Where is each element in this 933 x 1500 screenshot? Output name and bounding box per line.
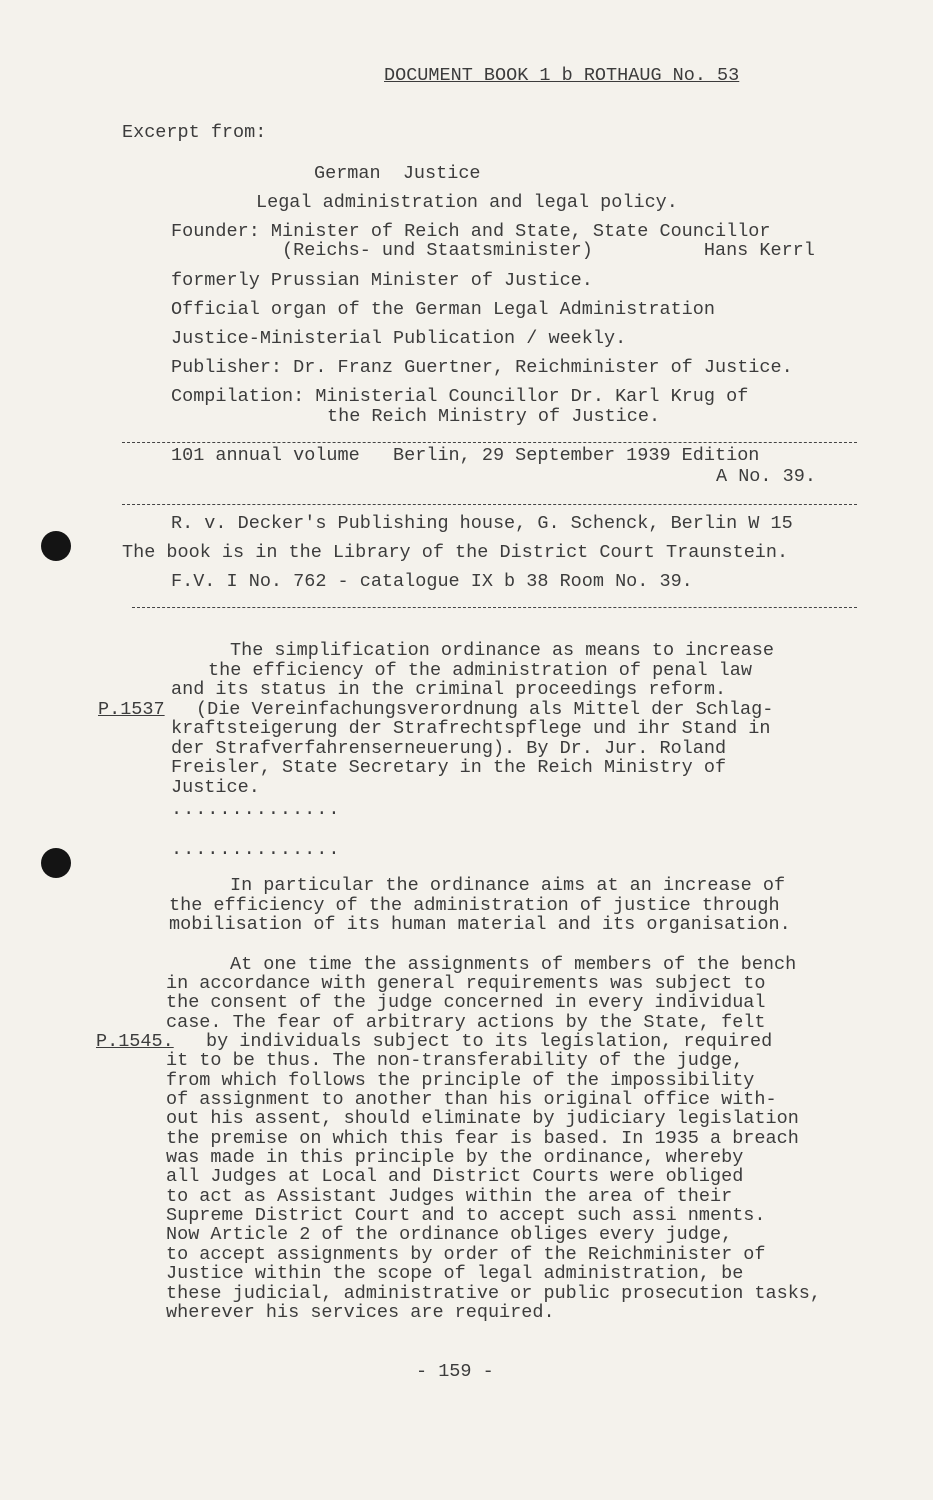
paragraph-line: case. The fear of arbitrary actions by the State, felt bbox=[166, 1012, 766, 1033]
paragraph-line: wherever his services are required. bbox=[166, 1302, 555, 1323]
document-reference: DOCUMENT BOOK 1 b ROTHAUG No. 53 bbox=[384, 65, 740, 86]
edition-number: A No. 39. bbox=[716, 466, 816, 487]
omission-marks: .............. bbox=[171, 799, 341, 820]
article-title-line: Freisler, State Secretary in the Reich Ministry of bbox=[171, 757, 727, 778]
paragraph-line: Supreme District Court and to accept such assi nments. bbox=[166, 1205, 766, 1226]
article-title-line: Justice. bbox=[171, 777, 260, 798]
library-line: F.V. I No. 762 - catalogue IX b 38 Room No. 39. bbox=[171, 571, 693, 592]
paragraph-line: the efficiency of the administration of justice through bbox=[169, 895, 780, 916]
founder-line: Founder: Minister of Reich and State, State Councillor bbox=[171, 221, 771, 242]
excerpt-label: Excerpt from: bbox=[122, 122, 267, 143]
library-line: R. v. Decker's Publishing house, G. Schenck, Berlin W 15 bbox=[171, 513, 793, 534]
publisher-line: Publisher: Dr. Franz Guertner, Reichminister of Justice. bbox=[171, 357, 793, 378]
edition-line: 101 annual volume Berlin, 29 September 1939 Edition bbox=[171, 445, 760, 466]
article-title-line: kraftsteigerung der Strafrechtspflege und ihr Stand in bbox=[171, 718, 771, 739]
paragraph-line: out his assent, should eliminate by judiciary legislation bbox=[166, 1108, 799, 1129]
article-title-line: The simplification ordinance as means to increase bbox=[230, 640, 774, 661]
page-reference: P.1537 bbox=[98, 699, 165, 720]
divider bbox=[132, 607, 857, 608]
paragraph-line: was made in this principle by the ordinance, whereby bbox=[166, 1147, 744, 1168]
founder-line: (Reichs- und Staatsminister) Hans Kerrl bbox=[282, 240, 815, 261]
publication-frequency: Justice-Ministerial Publication / weekly. bbox=[171, 328, 627, 349]
paragraph-line: mobilisation of its human material and its organisation. bbox=[169, 914, 791, 935]
official-organ: Official organ of the German Legal Administration bbox=[171, 299, 715, 320]
article-title-line: (Die Vereinfachungsverordnung als Mittel der Schlag- bbox=[196, 699, 774, 720]
page-number: - 159 - bbox=[416, 1361, 494, 1382]
omission-marks: .............. bbox=[171, 839, 341, 860]
article-title-line: der Strafverfahrenserneuerung). By Dr. Jur. Roland bbox=[171, 738, 727, 759]
paragraph-line: Now Article 2 of the ordinance obliges every judge, bbox=[166, 1224, 733, 1245]
paragraph-line: to act as Assistant Judges within the area of their bbox=[166, 1186, 733, 1207]
article-title-line: and its status in the criminal proceedings reform. bbox=[171, 679, 727, 700]
paragraph-line: from which follows the principle of the impossibility bbox=[166, 1070, 755, 1091]
publication-title: German Justice bbox=[314, 163, 481, 184]
paragraph-line: At one time the assignments of members of the bench bbox=[230, 954, 797, 975]
paragraph-line: of assignment to another than his original office with- bbox=[166, 1089, 777, 1110]
paragraph-line: the consent of the judge concerned in every individual bbox=[166, 992, 766, 1013]
publication-subtitle: Legal administration and legal policy. bbox=[256, 192, 678, 213]
paragraph-line: these judicial, administrative or public prosecution tasks, bbox=[166, 1283, 822, 1304]
paragraph-line: In particular the ordinance aims at an increase of bbox=[230, 875, 786, 896]
article-title-line: the efficiency of the administration of penal law bbox=[208, 660, 752, 681]
divider bbox=[122, 504, 857, 505]
punch-hole bbox=[41, 848, 71, 878]
paragraph-line: the premise on which this fear is based. In 1935 a breach bbox=[166, 1128, 799, 1149]
compilation-line: the Reich Ministry of Justice. bbox=[327, 406, 661, 427]
founder-line: formerly Prussian Minister of Justice. bbox=[171, 270, 593, 291]
library-line: The book is in the Library of the District Court Traunstein. bbox=[122, 542, 789, 563]
paragraph-line: in accordance with general requirements was subject to bbox=[166, 973, 766, 994]
paragraph-line: by individuals subject to its legislation, required bbox=[206, 1031, 773, 1052]
divider bbox=[122, 442, 857, 443]
paragraph-line: it to be thus. The non-transferability of the judge, bbox=[166, 1050, 744, 1071]
paragraph-line: Justice within the scope of legal administration, be bbox=[166, 1263, 744, 1284]
page-reference: P.1545. bbox=[96, 1031, 174, 1052]
punch-hole bbox=[41, 531, 71, 561]
paragraph-line: all Judges at Local and District Courts were obliged bbox=[166, 1166, 744, 1187]
paragraph-line: to accept assignments by order of the Reichminister of bbox=[166, 1244, 766, 1265]
compilation-line: Compilation: Ministerial Councillor Dr. Karl Krug of bbox=[171, 386, 749, 407]
